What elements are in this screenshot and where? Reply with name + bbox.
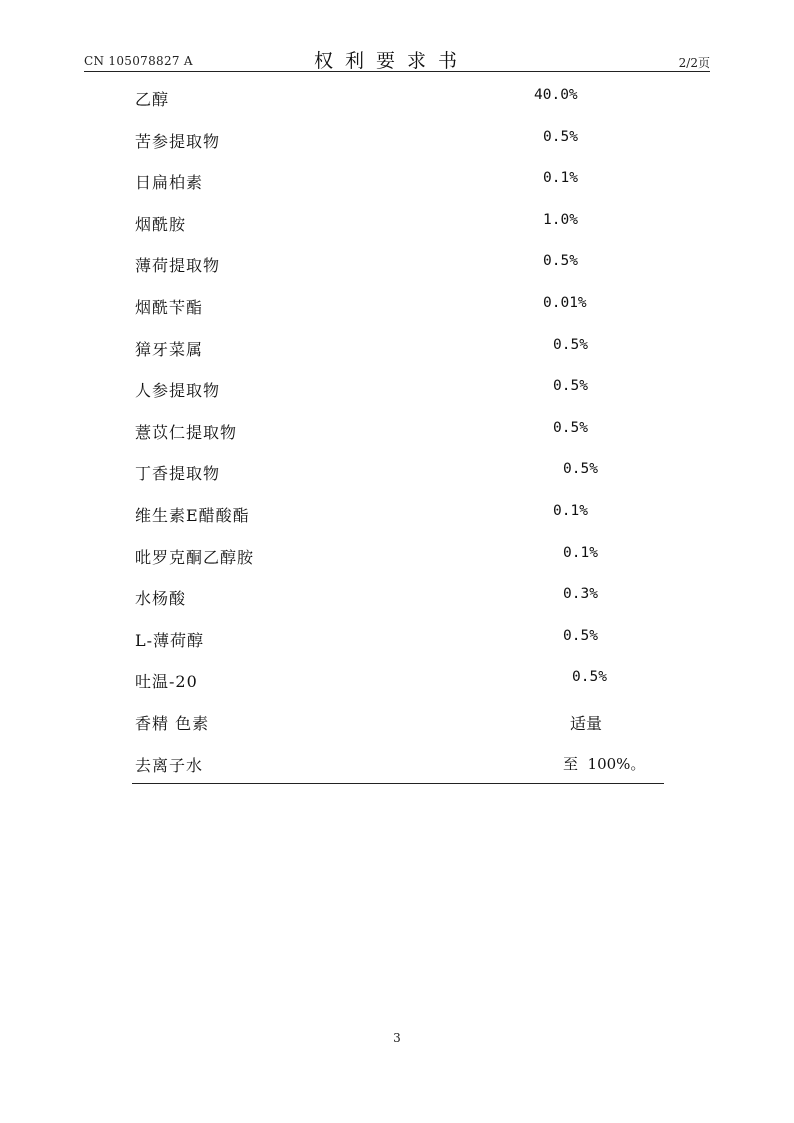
ingredient-row: [132, 205, 664, 247]
ingredient-amount: 0.5%: [543, 253, 578, 270]
header-divider: [84, 71, 710, 72]
ingredient-amount: 0.5%: [553, 378, 588, 395]
page-indicator: 2/2页: [678, 56, 710, 70]
ingredient-amount: 0.5%: [543, 128, 578, 145]
ingredient-row: [132, 621, 664, 663]
ingredient-amount: 0.1%: [543, 170, 578, 187]
ingredient-amount: 1.0%: [543, 211, 578, 228]
page-number: 3: [393, 1031, 401, 1045]
ingredient-amount: 0.01%: [543, 294, 587, 311]
ingredient-name: 吡罗克酮乙醇胺: [135, 547, 255, 567]
ingredient-amount: 0.5%: [572, 669, 607, 686]
ingredient-amount: 0.5%: [553, 336, 588, 353]
ingredient-amount: 40.0%: [534, 87, 578, 103]
ingredient-row: [132, 163, 664, 205]
ingredient-row: [132, 413, 664, 455]
ingredient-amount: 0.1%: [553, 502, 588, 519]
ingredient-name: 獐牙菜属: [135, 339, 204, 359]
ingredient-name: 丁香提取物: [135, 464, 221, 484]
ingredient-name: 去离子水: [135, 755, 204, 775]
ingredient-row: [132, 80, 664, 122]
ingredient-row: [132, 454, 664, 496]
ingredient-amount: 0.5%: [563, 461, 598, 478]
ingredient-amount: 0.5%: [563, 627, 598, 644]
ingredient-name: 水杨酸: [135, 589, 187, 609]
ingredient-row: [132, 288, 664, 330]
ingredient-row: [132, 246, 664, 288]
ingredient-amount: 适量: [570, 713, 603, 733]
ingredient-row: [132, 662, 664, 704]
ingredient-row: [132, 704, 664, 746]
ingredient-amount: 0.5%: [553, 419, 588, 436]
ingredient-table: [132, 80, 664, 787]
ingredient-name: 人参提取物: [135, 381, 221, 401]
ingredient-row: [132, 579, 664, 621]
ingredient-name: L-薄荷醇: [135, 630, 205, 650]
page-header: [84, 44, 710, 70]
ingredient-row: [132, 746, 664, 788]
ingredient-row: [132, 371, 664, 413]
ingredient-row: [132, 496, 664, 538]
ingredient-row: [132, 330, 664, 372]
ingredient-name: 香精 色素: [135, 713, 210, 733]
ingredient-name: 日扁柏素: [135, 173, 204, 193]
ingredient-name: 乙醇: [135, 90, 170, 109]
document-title: 权利要求书: [314, 50, 470, 72]
table-bottom-divider: [132, 783, 664, 784]
ingredient-amount: 0.1%: [563, 544, 598, 561]
ingredient-name: 烟酰苄酯: [135, 297, 204, 317]
ingredient-name: 吐温-20: [135, 672, 198, 692]
ingredient-row: [132, 122, 664, 164]
ingredient-name: 薏苡仁提取物: [135, 422, 238, 442]
ingredient-name: 烟酰胺: [135, 214, 187, 234]
ingredient-amount: 至 100%。: [563, 754, 646, 773]
ingredient-row: [132, 538, 664, 580]
ingredient-amount: 0.3%: [563, 586, 598, 603]
publication-number: CN 105078827 A: [84, 54, 193, 68]
ingredient-name: 维生素E醋酸酯: [135, 505, 250, 525]
ingredient-name: 薄荷提取物: [135, 256, 221, 276]
ingredient-name: 苦参提取物: [135, 131, 221, 151]
